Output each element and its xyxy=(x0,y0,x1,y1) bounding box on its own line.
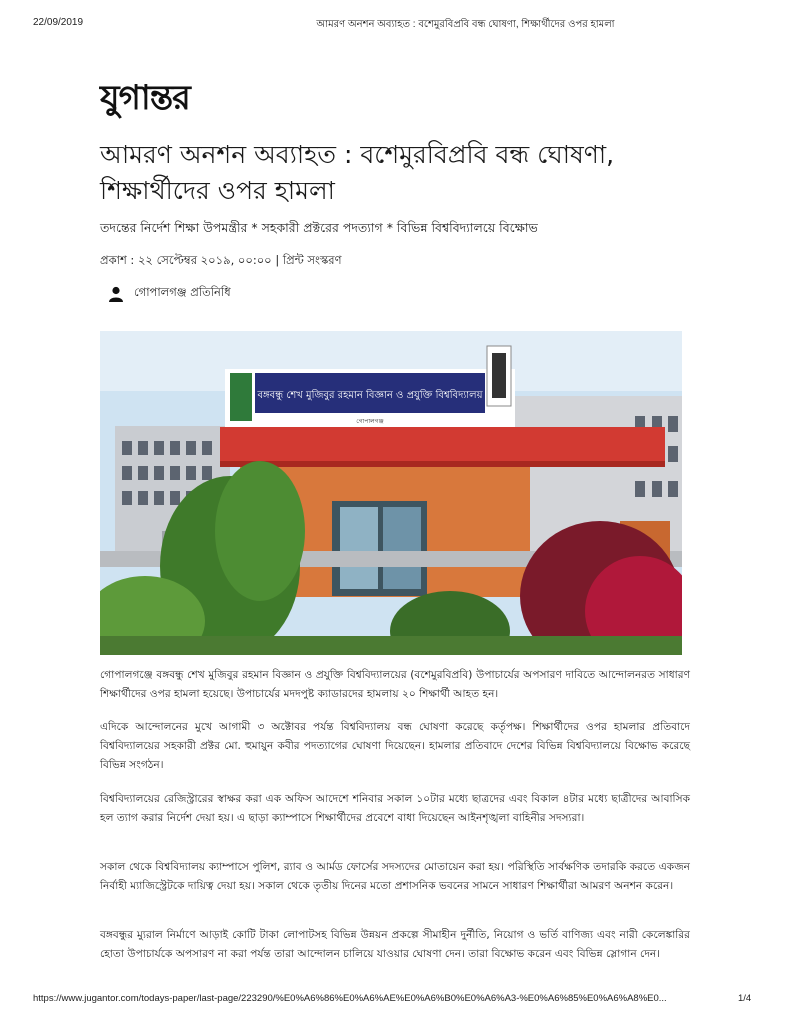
article-headline: আমরণ অনশন অব্যাহত : বশেমুরবিপ্রবি বন্ধ ঘোষণা, শিক্ষার্থীদের ওপর হামলা xyxy=(100,140,615,205)
article-paragraph-3: বিশ্ববিদ্যালয়ের রেজিস্ট্রারের স্বাক্ষর করা এক অফিস আদেশে শনিবার সকাল ১০টার মধ্যে ছাত্রদের এবং বিকাল ৪টার মধ্যে ছাত্রীদের আবাসিক হল ত্যাগ করার নির্দেশ দেয়া হয়। এ ছাড়া ক্যাম্পাসে শিক্ষার্থীদের প্রবেশে বাধা দিয়েছেন আইনশৃঙ্খলা বাহিনীর সদস্যরা। xyxy=(100,793,690,824)
print-date: 22/09/2019 xyxy=(33,17,84,28)
article-meta: প্রকাশ : ২২ সেপ্টেম্বর ২০১৯, ০০:০০ | প্রিন্ট সংস্করণ xyxy=(100,253,342,267)
article-paragraph-1: গোপালগঞ্জে বঙ্গবন্ধু শেখ মুজিবুর রহমান বিজ্ঞান ও প্রযুক্তি বিশ্ববিদ্যালয়ের (বশেমুরবিপ্রবি) উপাচার্যের অপসারণ দাবিতে আন্দোলনরত সাধারণ শিক্ষার্থীদের ওপর হামলা হয়েছে। উপাচার্যের মদদপুষ্ট ক্যাডারদের হামলায় ২০ শিক্ষার্থী আহত হন। xyxy=(100,669,690,700)
article-paragraph-2: এদিকে আন্দোলনের মুখে আগামী ৩ অক্টোবর পর্যন্ত বিশ্ববিদ্যালয় বন্ধ ঘোষণা করেছে কর্তৃপক্ষ। শিক্ষার্থীদের ওপর হামলার প্রতিবাদে বিশ্ববিদ্যালয়ের সহকারী প্রক্টর মো. হুমায়ুন কবীর পদত্যাগের ঘোষণা দিয়েছেন। হামলার প্রতিবাদে দেশের বিভিন্ন বিশ্ববিদ্যালয়ে বিক্ষোভ করেছে বিভিন্ন সংগঠন। xyxy=(100,721,690,771)
print-header-title: আমরণ অনশন অব্যাহত : বশেমুরবিপ্রবি বন্ধ ঘোষণা, শিক্ষার্থীদের ওপর হামলা xyxy=(316,19,615,30)
newspaper-logo[interactable]: যুগান্তর xyxy=(100,78,190,118)
print-footer-url[interactable]: https://www.jugantor.com/todays-paper/last-page/223290/%E0%A6%86%E0%A6%AE%E0%A6%B0%E0%A6%A3-%E0%A6%85%E0%A6%A8%E0... xyxy=(33,993,667,1004)
banner-subtext: গোপালগঞ্জ xyxy=(356,418,384,425)
article-author[interactable] xyxy=(108,284,231,303)
article-paragraph-4: সকাল থেকে বিশ্ববিদ্যালয় ক্যাম্পাসে পুলিশ, র‌্যাব ও আর্মড ফোর্সের সদস্যদের মোতায়েন করা হয়। পরিস্থিতি সার্বক্ষণিক তদারকি করতে একজন নির্বাহী ম্যাজিস্ট্রেটকে দায়িত্ব দেয়া হয়। সকাল থেকে তৃতীয় দিনের মতো প্রশাসনিক ভবনের সামনে সাধারণ শিক্ষার্থীরা আমরণ অনশন করেন। xyxy=(100,861,690,892)
article-paragraph-5: বঙ্গবন্ধুর ম্যুরাল নির্মাণে আড়াই কোটি টাকা লোপাটসহ বিভিন্ন উন্নয়ন প্রকল্পে সীমাহীন দুর্নীতি, নিয়োগ ও ভর্তি বাণিজ্য এবং নারী কেলেঙ্কারির হোতা উপাচার্যকে অপসারণ না করা পর্যন্ত তারা আন্দোলন চালিয়ে যাওয়ার ঘোষণা দেন। তারা বিক্ষোভ করেন এবং বিভিন্ন স্লোগান দেন। xyxy=(100,929,690,960)
article-subtitle: তদন্তের নির্দেশ শিক্ষা উপমন্ত্রীর * সহকারী প্রক্টরের পদত্যাগ * বিভিন্ন বিশ্ববিদ্যালয়ে বিক্ষোভ xyxy=(100,220,538,235)
user-icon xyxy=(108,286,124,302)
print-page-number: 1/4 xyxy=(738,993,752,1004)
banner-text: বঙ্গবন্ধু শেখ মুজিবুর রহমান বিজ্ঞান ও প্রযুক্তি বিশ্ববিদ্যালয় xyxy=(257,390,483,401)
article-photo xyxy=(100,331,682,655)
author-name: গোপালগঞ্জ প্রতিনিধি xyxy=(134,285,231,299)
